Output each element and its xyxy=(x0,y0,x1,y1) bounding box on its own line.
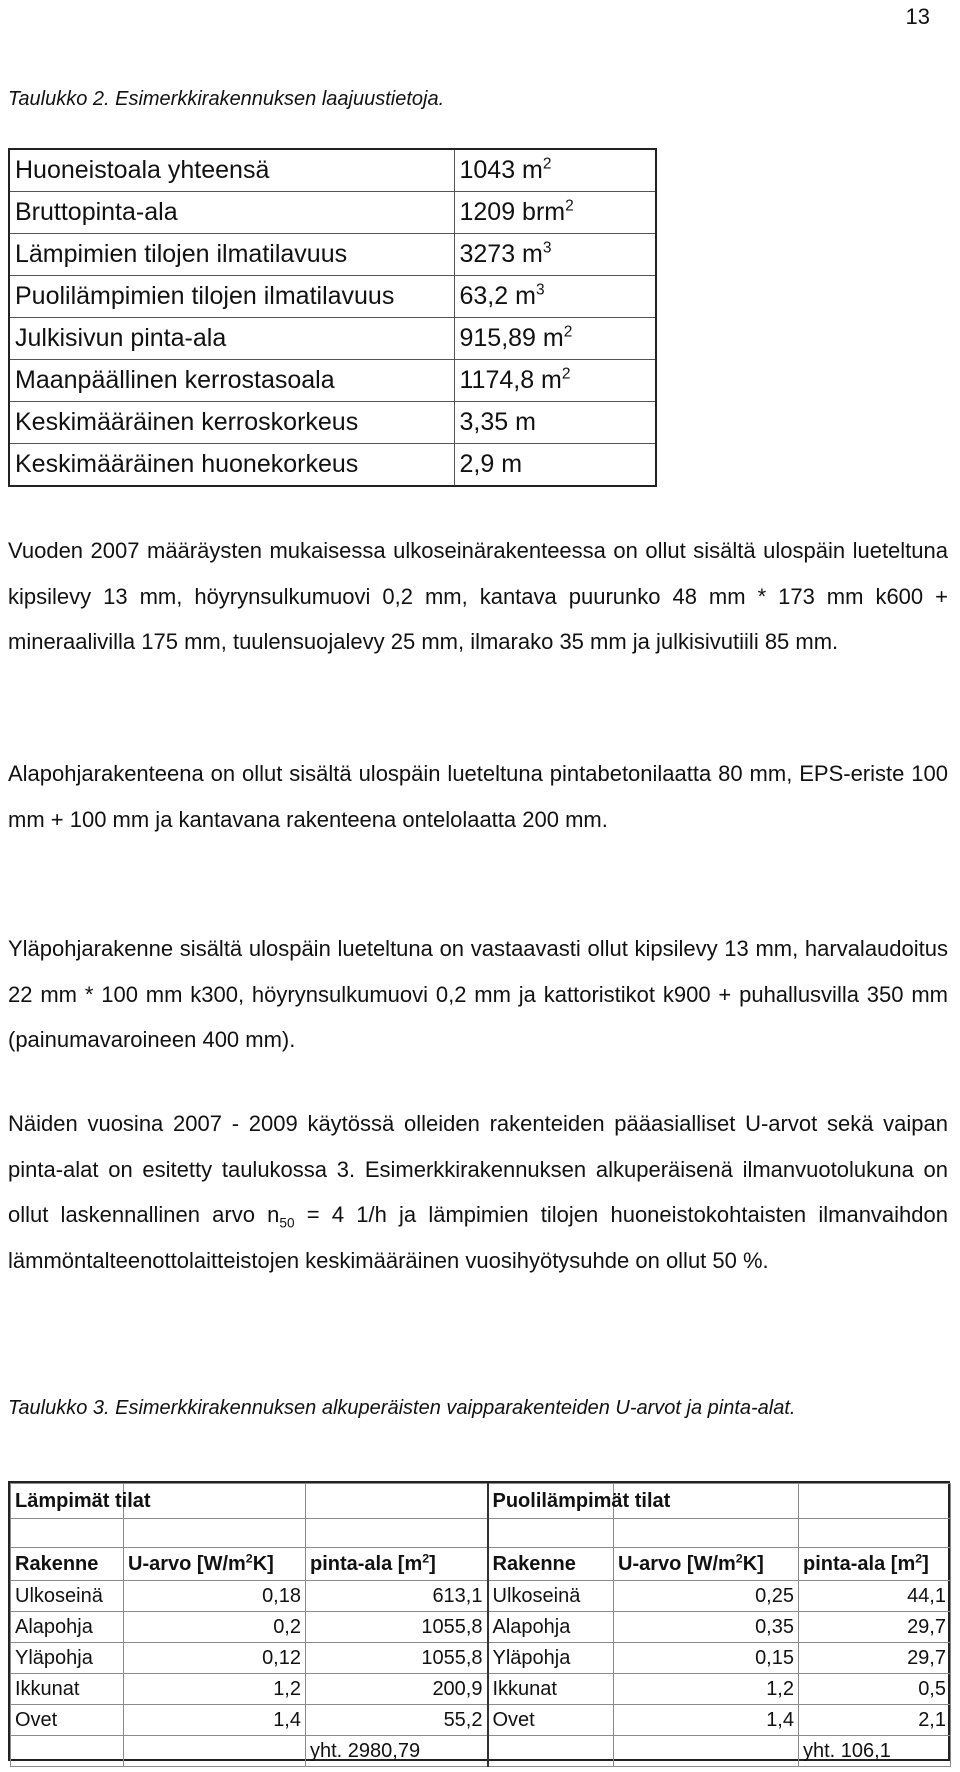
table2-label: Keskimääräinen kerroskorkeus xyxy=(9,402,454,444)
semi-ala: 44,1 xyxy=(799,1581,951,1612)
warm-rakenne: Ovet xyxy=(11,1705,124,1736)
table3-row xyxy=(11,1705,951,1736)
table2-row xyxy=(9,402,656,444)
table2-row xyxy=(9,192,656,234)
semi-rakenne: Ulkoseinä xyxy=(488,1581,614,1612)
paragraph-u-values: Näiden vuosina 2007 - 2009 käytössä olleiden rakenteiden pääasialliset U-arvot sekä vaipan pinta-alat on esitetty taulukossa 3. Esimerkkirakennuksen alkuperäisenä ilmanvuotolukuna on ollut laskennallinen arvo $n_{50} = 4$ 1/h ja lämpimien tilojen huoneistokohtaisten ilmanvaihdon lämmöntalteenottolaitteistojen keskimääräinen vuosihyötysuhde on ollut 50 %. xyxy=(8,1111,949,1273)
table3-row xyxy=(11,1612,951,1643)
table2-value: 2,9 m xyxy=(454,444,656,487)
table2-value: 1209 brm$^2$ xyxy=(454,192,656,234)
semi-header-uarvo: U-arvo $[W/m^2K]$ xyxy=(614,1548,799,1581)
semi-ala: 29,7 xyxy=(799,1612,951,1643)
table3-row xyxy=(11,1581,951,1612)
table2-row xyxy=(9,360,656,402)
warm-u: 1,4 xyxy=(124,1705,306,1736)
warm-ala: 1055,8 xyxy=(306,1612,488,1643)
table2-row xyxy=(9,149,656,192)
warm-total: yht. 2980,79 xyxy=(306,1736,488,1767)
warm-header-ala: pinta-ala $[m^2]$ xyxy=(306,1548,488,1581)
table2-row xyxy=(9,234,656,276)
table2-label: Bruttopinta-ala xyxy=(9,192,454,234)
table2-value: 3273 $m^3$ xyxy=(454,234,656,276)
table2-value: 1174,8 $m^2$ xyxy=(454,360,656,402)
table2-row xyxy=(9,318,656,360)
warm-ala: 1055,8 xyxy=(306,1643,488,1674)
table3-row xyxy=(11,1643,951,1674)
table2-value: 3,35 m xyxy=(454,402,656,444)
semi-u: 1,2 xyxy=(614,1674,799,1705)
warm-header-uarvo: U-arvo $[W/m^2K]$ xyxy=(124,1548,306,1581)
table2-row xyxy=(9,444,656,487)
warm-u: 0,12 xyxy=(124,1643,306,1674)
warm-header-rakenne: Rakenne xyxy=(11,1548,124,1581)
warm-u: 0,18 xyxy=(124,1581,306,1612)
table2-label: Lämpimien tilojen ilmatilavuus xyxy=(9,234,454,276)
table3 xyxy=(8,1481,950,1761)
table2-caption: Taulukko 2. Esimerkkirakennuksen laajuustietoja. xyxy=(8,88,445,110)
paragraph-wall: Vuoden 2007 määräysten mukaisessa ulkoseinärakenteessa on ollut sisältä ulospäin lueteltuna kipsilevy 13 mm, höyrynsulkumuovi 0,2 mm, kantava puurunko 48 mm * 173 mm k600 + mineraalivilla 175 mm, tuulensuojalevy 25 mm, ilmarako 35 mm ja julkisivutiili 85 mm. xyxy=(8,538,948,654)
table2-label: Keskimääräinen huonekorkeus xyxy=(9,444,454,487)
semi-header-ala: pinta-ala $[m^2]$ xyxy=(799,1548,951,1581)
semi-rakenne: Alapohja xyxy=(488,1612,614,1643)
semi-u: 0,35 xyxy=(614,1612,799,1643)
table2 xyxy=(8,148,657,487)
table2-value: 1043 $m^2$ xyxy=(454,149,656,192)
warm-ala: 200,9 xyxy=(306,1674,488,1705)
warm-ala: 613,1 xyxy=(306,1581,488,1612)
table2-label: Julkisivun pinta-ala xyxy=(9,318,454,360)
semi-total: yht. 106,1 xyxy=(799,1736,951,1767)
semi-u: 0,25 xyxy=(614,1581,799,1612)
warm-title: Lämpimät tilat xyxy=(11,1484,124,1519)
warm-rakenne: Ulkoseinä xyxy=(11,1581,124,1612)
table2-label: Puolilämpimien tilojen ilmatilavuus xyxy=(9,276,454,318)
semi-rakenne: Yläpohja xyxy=(488,1643,614,1674)
paragraph-roof: Yläpohjarakenne sisältä ulospäin lueteltuna on vastaavasti ollut kipsilevy 13 mm, harvalaudoitus 22 mm * 100 mm k300, höyrynsulkumuovi 0,2 mm ja kattoristikot k900 + puhallusvilla 350 mm (painumavaroineen 400 mm). xyxy=(8,936,948,1052)
semi-ala: 0,5 xyxy=(799,1674,951,1705)
semi-rakenne: Ikkunat xyxy=(488,1674,614,1705)
table2-label: Huoneistoala yhteensä xyxy=(9,149,454,192)
warm-rakenne: Yläpohja xyxy=(11,1643,124,1674)
semi-rakenne: Ovet xyxy=(488,1705,614,1736)
warm-u: 1,2 xyxy=(124,1674,306,1705)
semi-title: Puolilämpimät tilat xyxy=(488,1484,614,1519)
semi-u: 0,15 xyxy=(614,1643,799,1674)
semi-u: 1,4 xyxy=(614,1705,799,1736)
table3-row xyxy=(11,1674,951,1705)
semi-ala: 29,7 xyxy=(799,1643,951,1674)
table3-caption: Taulukko 3. Esimerkkirakennuksen alkuperäisten vaipparakenteiden U-arvot ja pinta-alat. xyxy=(8,1397,796,1419)
page-number: 13 xyxy=(905,4,930,29)
semi-header-rakenne: Rakenne xyxy=(488,1548,614,1581)
warm-rakenne: Ikkunat xyxy=(11,1674,124,1705)
warm-u: 0,2 xyxy=(124,1612,306,1643)
table2-row xyxy=(9,276,656,318)
paragraph-floor: Alapohjarakenteena on ollut sisältä ulospäin lueteltuna pintabetonilaatta 80 mm, EPS-eriste 100 mm + 100 mm ja kantavana rakenteena ontelolaatta 200 mm. xyxy=(8,761,948,832)
table2-value: 915,89 $m^2$ xyxy=(454,318,656,360)
warm-rakenne: Alapohja xyxy=(11,1612,124,1643)
table2-value: 63,2 $m^3$ xyxy=(454,276,656,318)
warm-ala: 55,2 xyxy=(306,1705,488,1736)
table2-label: Maanpäällinen kerrostasoala xyxy=(9,360,454,402)
semi-ala: 2,1 xyxy=(799,1705,951,1736)
